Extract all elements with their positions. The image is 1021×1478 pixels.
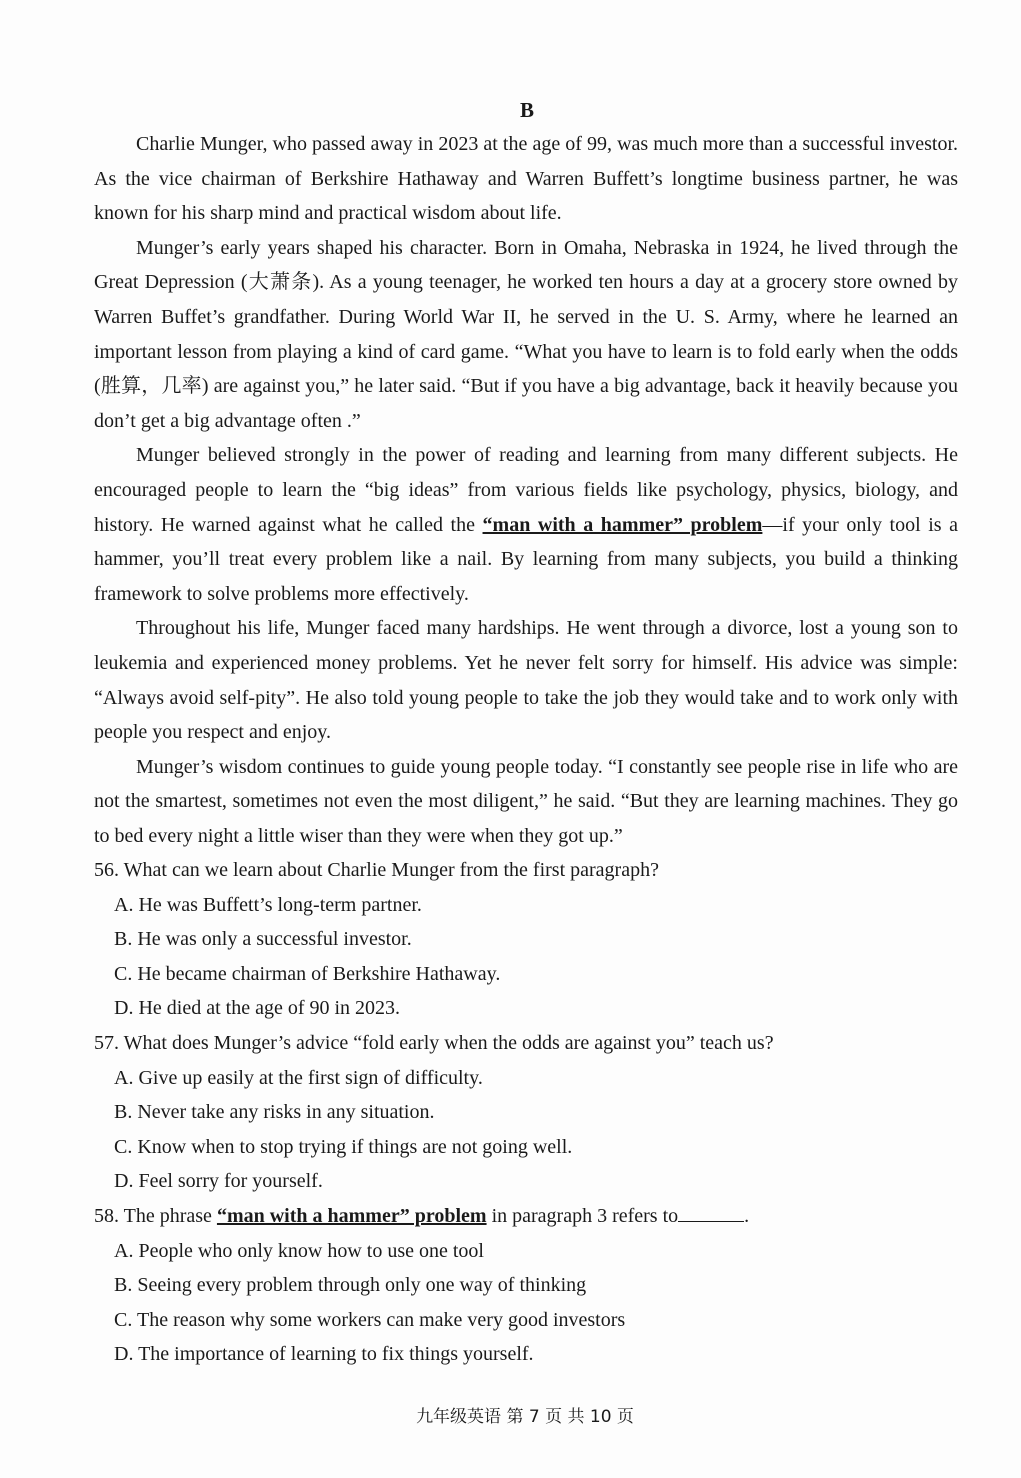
option-b: B. He was only a successful investor. — [114, 928, 412, 951]
answer-blank — [678, 1205, 744, 1222]
option-d: D. The importance of learning to fix things yourself. — [114, 1343, 534, 1366]
option-c: C. He became chairman of Berkshire Hathaway. — [114, 962, 501, 985]
question-57 — [94, 1026, 958, 1199]
option-d: D. He died at the age of 90 in 2023. — [114, 997, 401, 1020]
question-stem-end: . — [744, 1204, 750, 1227]
question-stem: 57. What does Munger’s advice “fold early when the odds are against you” teach us? — [94, 1031, 774, 1054]
highlighted-phrase: “man with a hammer” problem — [216, 1204, 487, 1227]
option-b: B. Seeing every problem through only one way of thinking — [114, 1274, 587, 1297]
question-stem — [94, 1199, 958, 1234]
option-c: C. Know when to stop trying if things are not going well. — [114, 1135, 573, 1158]
paragraph-1: Charlie Munger, who passed away in 2023 at the age of 99, was much more than a successful investor. As the vice chairman of Berkshire Hathaway and Warren Buffett’s longtime business partner, he was known for his sharp mind and practical wisdom about life. — [94, 133, 958, 225]
reading-passage — [94, 127, 958, 853]
question-stem-middle: in paragraph 3 refers to — [486, 1204, 679, 1227]
section-heading: B — [519, 98, 534, 122]
question-stem-start: 58. The phrase — [94, 1204, 217, 1227]
paragraph-3-text-end: —if your only tool is a hammer, you’ll treat every problem like a nail. By learning from many subjects, you build a thinking framework to solve problems more effectively. — [94, 513, 958, 605]
question-56 — [94, 853, 958, 1026]
paragraph-4: Throughout his life, Munger faced many hardships. He went through a divorce, lost a young son to leukemia and experienced money problems. Yet he never felt sorry for himself. His advice was simple: “Always avoid self-pity”. He also told young people to take the job they would take and to work only with people you respect and enjoy. — [94, 617, 958, 744]
question-stem: 56. What can we learn about Charlie Munger from the first paragraph? — [94, 859, 659, 881]
page-footer: 九年级英语 第 7 页 共 10 页 — [416, 1407, 634, 1427]
paragraph-3 — [94, 438, 958, 611]
question-list — [94, 853, 958, 1372]
option-b: B. Never take any risks in any situation. — [114, 1101, 435, 1124]
paragraph-5: Munger’s wisdom continues to guide young people today. “I constantly see people rise in life who are not the smartest, sometimes not even the most diligent,” he said. “But they are learning machines. They go to bed every night a little wiser than they were when they got up.” — [94, 755, 958, 847]
paragraph-3-text-start: Munger believed strongly in the power of reading and learning from many different subjects. He encouraged people to learn the “big ideas” from various fields like psychology, physics, biology, and history. He warned against what he called the — [94, 444, 958, 536]
option-a: A. People who only know how to use one tool — [114, 1239, 484, 1262]
option-c: C. The reason why some workers can make very good investors — [114, 1308, 626, 1331]
question-58 — [94, 1199, 958, 1372]
paragraph-2: Munger’s early years shaped his character. Born in Omaha, Nebraska in 1924, he lived through the Great Depression (大萧条). As a young teenager, he worked ten hours a day at a grocery store owned by Warren Buffet’s grandfather. During World War II, he served in the U. S. Army, where he learned an important lesson from playing a kind of card game. “What you have to learn is to fold early when the odds (胜算，几率) are against you,” he later said. “But if you have a big advantage, back it heavily because you don’t get a big advantage often .” — [94, 236, 958, 432]
highlighted-phrase: “man with a hammer” problem — [482, 513, 763, 536]
option-a: A. He was Buffett’s long-term partner. — [114, 893, 422, 916]
option-d: D. Feel sorry for yourself. — [114, 1170, 323, 1193]
option-a: A. Give up easily at the first sign of difficulty. — [114, 1066, 483, 1089]
